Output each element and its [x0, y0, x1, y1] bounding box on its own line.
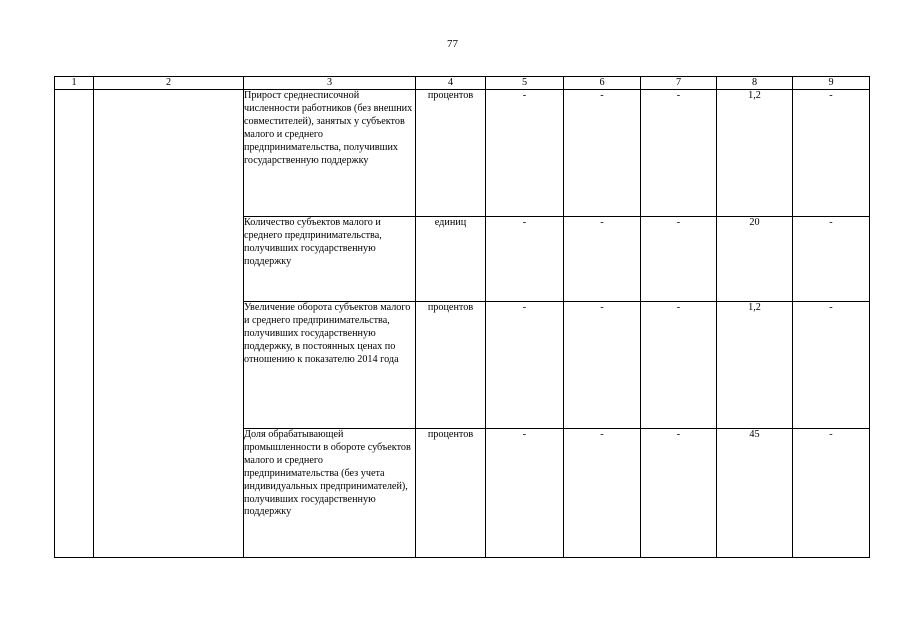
value-col-7: -	[641, 90, 717, 217]
value-col-5: -	[486, 302, 564, 429]
unit-cell: процентов	[416, 302, 486, 429]
value-col-8: 20	[717, 217, 793, 302]
header-col-1: 1	[55, 77, 94, 90]
value-col-7: -	[641, 217, 717, 302]
unit-cell: единиц	[416, 217, 486, 302]
header-col-5: 5	[486, 77, 564, 90]
header-col-2: 2	[94, 77, 244, 90]
value-col-7: -	[641, 302, 717, 429]
indicator-name: Увеличение оборота субъектов малого и среднего предпринимательства, получивших государственную поддержку, в постоянных ценах по отношению к показателю 2014 года	[244, 302, 416, 429]
indicator-name: Количество субъектов малого и среднего предпринимательства, получивших государственную поддержку	[244, 217, 416, 302]
header-col-6: 6	[564, 77, 641, 90]
header-col-8: 8	[717, 77, 793, 90]
header-col-9: 9	[793, 77, 870, 90]
header-col-3: 3	[244, 77, 416, 90]
value-col-8: 1,2	[717, 302, 793, 429]
value-col-6: -	[564, 429, 641, 558]
header-col-7: 7	[641, 77, 717, 90]
value-col-5: -	[486, 429, 564, 558]
value-col-6: -	[564, 302, 641, 429]
value-col-9: -	[793, 217, 870, 302]
col-2-cell	[94, 90, 244, 558]
value-col-8: 45	[717, 429, 793, 558]
indicator-name: Доля обрабатывающей промышленности в обороте субъектов малого и среднего предпринимательства (без учета индивидуальных предпринимателей), получивших государственную поддержку	[244, 429, 416, 558]
value-col-5: -	[486, 217, 564, 302]
table-row	[55, 90, 870, 217]
col-1-cell	[55, 90, 94, 558]
value-col-8: 1,2	[717, 90, 793, 217]
value-col-7: -	[641, 429, 717, 558]
value-col-6: -	[564, 90, 641, 217]
indicators-table	[54, 76, 870, 558]
header-row	[55, 77, 870, 90]
page-number: 77	[447, 38, 458, 50]
header-col-4: 4	[416, 77, 486, 90]
unit-cell: процентов	[416, 429, 486, 558]
unit-cell: процентов	[416, 90, 486, 217]
value-col-9: -	[793, 429, 870, 558]
value-col-9: -	[793, 302, 870, 429]
value-col-6: -	[564, 217, 641, 302]
indicator-name: Прирост среднесписочной численности работников (без внешних совместителей), занятых у субъектов малого и среднего предпринимательства, получивших государственную поддержку	[244, 90, 416, 217]
value-col-9: -	[793, 90, 870, 217]
value-col-5: -	[486, 90, 564, 217]
